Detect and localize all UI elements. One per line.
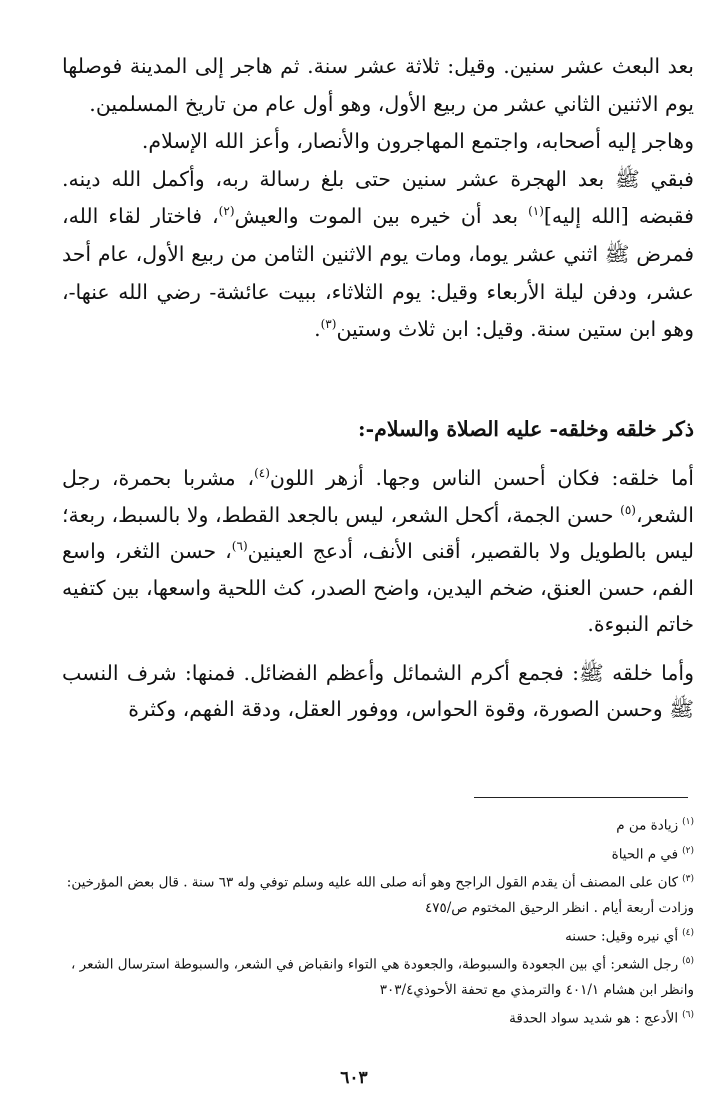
paragraph-4-part-3: حسن الجمة، أكحل الشعر، ليس بالجعد القطط، ولا بالسبط، ربعة؛ ليس بالطويل ولا بالقصير، أقنى الأنف، أدعج العينين: [62, 502, 694, 563]
paragraph-1: بعد البعث عشر سنين. وقيل: ثلاثة عشر سنة. ثم هاجر إلى المدينة فوصلها يوم الاثنين الثاني عشر من ربيع الأول، وهو أول عام من تاريخ المسلمين.: [62, 54, 694, 116]
paragraph-3-part-3: ، فاختار لقاء الله، فمرض ﷺ اثني عشر يوما، ومات يوم الاثنين الثامن من ربيع الأول، عام أحد عشر، ودفن ليلة الأربعاء وقيل: يوم الثلاثاء، ببيت عائشة- رضي الله عنها-، وهو ابن ستين سنة. وقيل: ابن ثلاث وستين: [62, 204, 694, 342]
footnote-ref-4: (٤): [254, 466, 270, 481]
footnote-ref-3: (٣): [320, 317, 337, 332]
footnote-number: (٥): [682, 956, 694, 966]
footnote-number: (٣): [682, 874, 694, 884]
paragraph-2: وهاجر إليه أصحابه، واجتمع المهاجرون والأنصار، وأعز الله الإسلام.: [141, 129, 694, 154]
footnote-number: (٦): [682, 1009, 694, 1020]
paragraph-4-part-4: ، حسن الثغر، واسع الفم، حسن العنق، ضخم اليدين، واضح الصدر، كث اللحية واسعها، بين كتفيه خاتم النبوءة.: [62, 539, 694, 636]
section-text: [62, 460, 694, 728]
paragraph-4-part-1: أما خلقه: فكان أحسن الناس وجها. أزهر اللون: [269, 466, 694, 490]
footnote-6: [62, 1003, 694, 1032]
footnote-5: [62, 949, 694, 1003]
paragraph-5: وأما خلقه ﷺ: فجمع أكرم الشمائل وأعظم الفضائل. فمنها: شرف النسب ﷺ وحسن الصورة، وقوة الحواس، ووفور العقل، ودقة الفهم، وكثرة: [62, 660, 694, 721]
footnote-number: (٢): [682, 845, 694, 856]
footnote-2: [62, 839, 694, 868]
section-heading: ذكر خلقه وخلقه- عليه الصلاة والسلام-:: [358, 417, 694, 441]
page-number: ٦٠٣: [340, 1068, 368, 1088]
footnote-text: رجل الشعر: أي بين الجعودة والسبوطة، والجعودة هي التواء وانقباض في الشعر، والسبوطة استرسال الشعر ، وانظر ابن هشام ٤٠١/١ والترمذي مع تحفة الأحوذي٣٠٣/٤: [71, 956, 694, 998]
paragraph-3-part-1: فبقي ﷺ بعد الهجرة عشر سنين حتى بلغ رسالة ربه، وأكمل الله دينه. فقبضه [الله إليه]: [62, 166, 694, 229]
footnote-ref-6: (٦): [231, 539, 248, 554]
footnote-text: أي نيره وقيل: حسنه: [565, 928, 679, 944]
footnote-4: [62, 921, 694, 950]
footnote-ref-2: (٢): [218, 204, 235, 219]
footnote-text: الأدعج : هو شديد سواد الحدقة: [509, 1010, 679, 1026]
paragraph-4-part-2: ، مشربا بحمرة، رجل الشعر،: [62, 466, 694, 527]
footnote-text: في م الحياة: [611, 846, 679, 862]
footnote-number: (٤): [682, 927, 694, 938]
footnote-3: [62, 867, 694, 921]
footnote-1: [62, 810, 694, 839]
footnotes: [62, 810, 694, 1031]
paragraph-3-part-4: .: [314, 317, 321, 342]
footnote-ref-1: (١): [528, 204, 544, 219]
paragraph-3-part-2: بعد أن خيره بين الموت والعيش: [234, 204, 529, 229]
footnote-text: زيادة من م: [616, 817, 679, 834]
footnote-ref-5: (٥): [620, 502, 636, 517]
footnote-number: (١): [682, 817, 694, 827]
footnote-text: كان على المصنف أن يقدم القول الراجح وهو أنه صلى الله عليه وسلم توفي وله ٦٣ سنة . قال بعض المؤرخين: وزادت أربعة أيام . انظر الرحيق المختوم ص/٤٧٥: [66, 874, 694, 916]
paragraph-4: [62, 460, 694, 643]
footnote-separator: [474, 797, 688, 798]
paragraph-3: [62, 161, 694, 349]
main-text: [62, 48, 694, 349]
